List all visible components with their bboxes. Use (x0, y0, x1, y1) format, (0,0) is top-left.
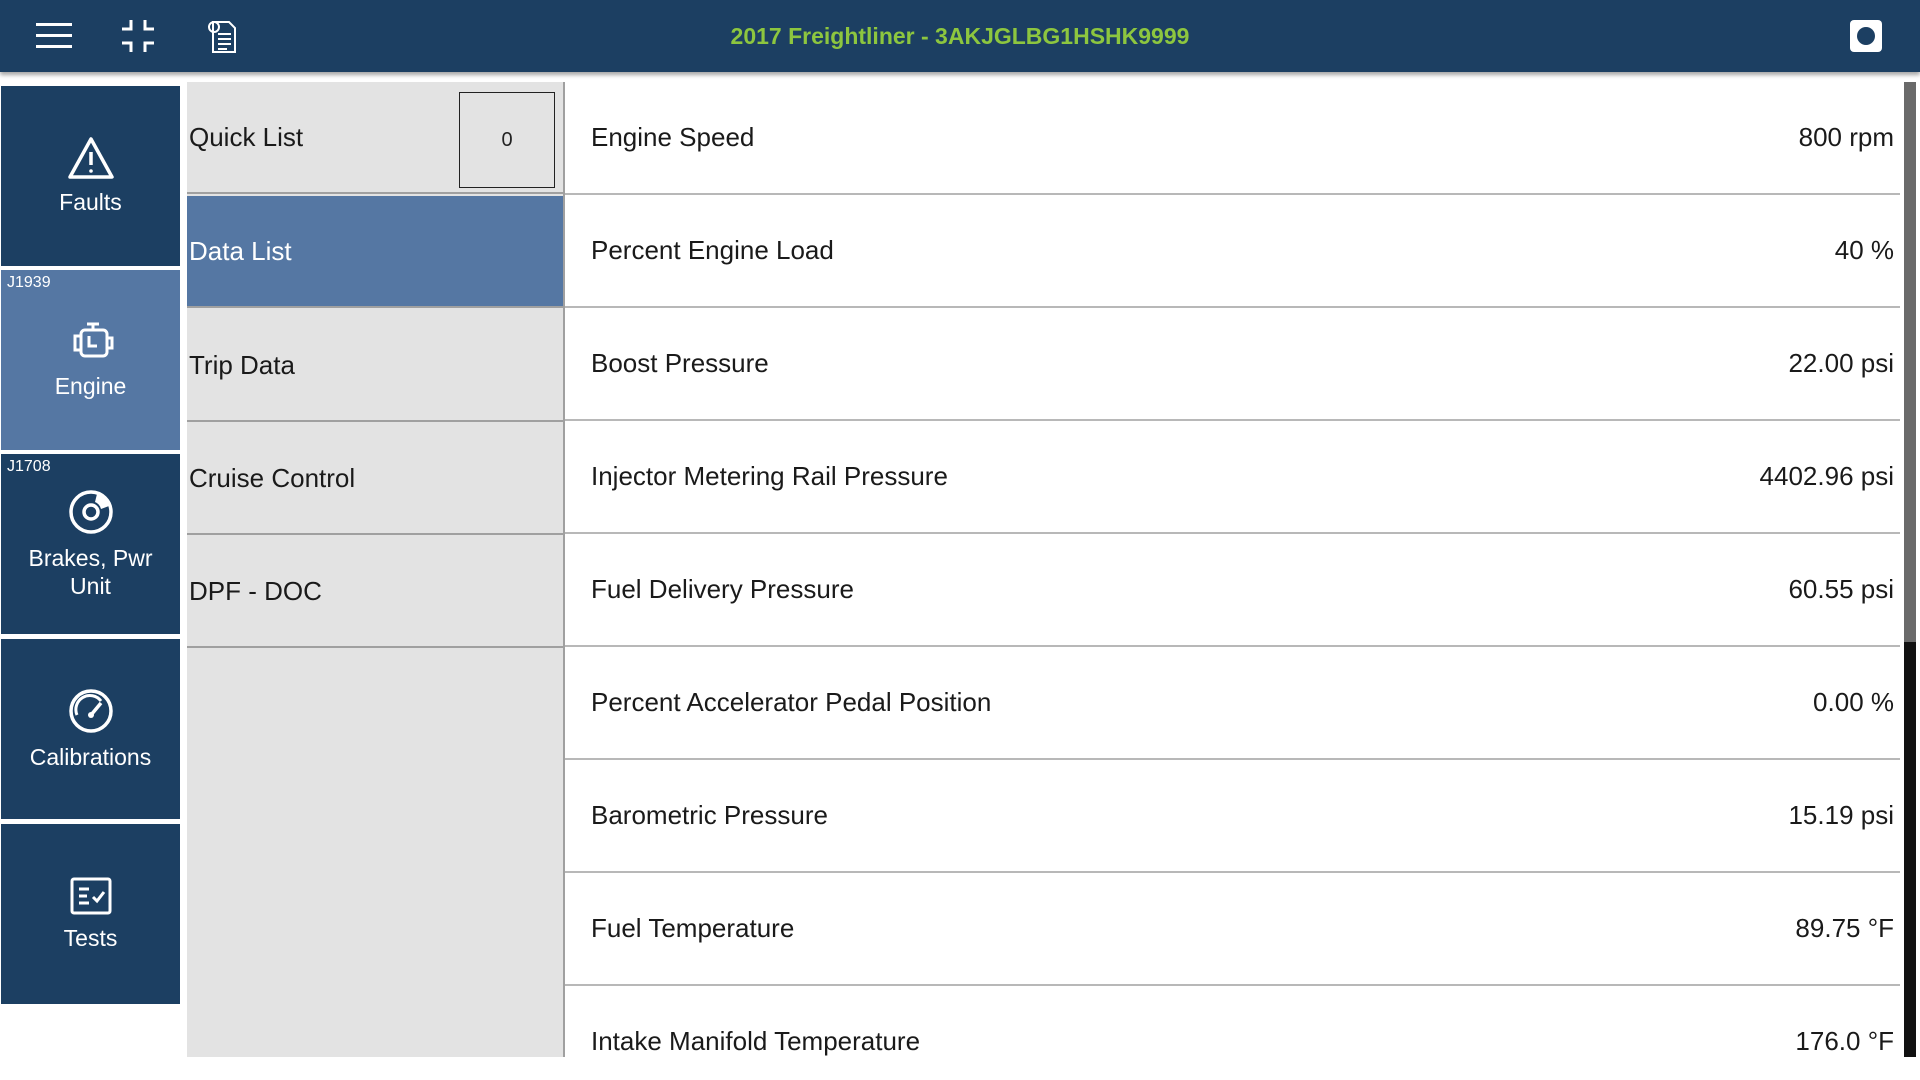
parameter-value: 89.75 °F (1795, 913, 1894, 943)
collapse-button[interactable] (116, 14, 160, 58)
protocol-badge: J1939 (7, 274, 51, 291)
scrollbar-lower-track[interactable] (1904, 642, 1916, 1057)
record-button[interactable] (1844, 14, 1888, 58)
menu-icon (36, 23, 72, 49)
warning-icon (67, 136, 115, 180)
engine-submenu (187, 82, 563, 1057)
parameter-name: Intake Manifold Temperature (591, 1026, 921, 1056)
report-button[interactable] (200, 14, 244, 58)
submenu-trip-data[interactable] (187, 310, 563, 422)
parameter-value: 176.0 °F (1795, 1026, 1894, 1056)
nav-tests-label: Tests (63, 925, 118, 951)
submenu-label: Cruise Control (189, 462, 356, 493)
menu-button[interactable] (32, 14, 76, 58)
parameter-value: 40 % (1834, 235, 1894, 265)
quick-list-count: 0 (459, 92, 555, 188)
submenu-quick-list[interactable] (187, 82, 563, 194)
nav-faults-label: Faults (59, 189, 122, 215)
data-row[interactable] (565, 760, 1900, 873)
nav-engine-label: Engine (54, 373, 127, 399)
nav-calibrations[interactable] (1, 639, 180, 819)
data-row[interactable] (565, 986, 1900, 1057)
nav-tests[interactable] (1, 824, 180, 1004)
data-row[interactable] (565, 195, 1900, 308)
data-row[interactable] (565, 421, 1900, 534)
brake-icon (67, 488, 115, 536)
parameter-name: Fuel Temperature (591, 913, 795, 943)
data-row[interactable] (565, 82, 1900, 195)
submenu-label: Trip Data (189, 349, 295, 380)
parameter-value: 15.19 psi (1788, 800, 1894, 830)
collapse-icon (121, 19, 155, 53)
parameter-value: 800 rpm (1798, 122, 1894, 152)
nav-engine[interactable] (1, 270, 180, 450)
top-bar (0, 0, 1920, 72)
parameter-name: Fuel Delivery Pressure (591, 574, 854, 604)
submenu-dpf-doc[interactable] (187, 536, 563, 648)
parameter-name: Injector Metering Rail Pressure (591, 461, 948, 491)
parameter-name: Boost Pressure (591, 348, 769, 378)
nav-brakes-pwr-unit[interactable] (1, 454, 180, 634)
parameter-value: 4402.96 psi (1759, 461, 1894, 491)
submenu-label: Quick List (189, 121, 304, 152)
submenu-cruise-control[interactable] (187, 423, 563, 535)
data-row[interactable] (565, 873, 1900, 986)
vehicle-title: 2017 Freightliner - 3AKJGLBG1HSHK9999 (730, 23, 1190, 49)
parameter-name: Percent Accelerator Pedal Position (591, 687, 992, 717)
checklist-icon (69, 876, 113, 916)
protocol-badge: J1708 (7, 458, 51, 475)
data-row[interactable] (565, 647, 1900, 760)
parameter-value: 0.00 % (1813, 687, 1894, 717)
parameter-name: Engine Speed (591, 122, 755, 152)
engine-icon (67, 320, 115, 364)
scrollbar-thumb[interactable] (1904, 82, 1916, 642)
parameter-name: Barometric Pressure (591, 800, 828, 830)
data-row[interactable] (565, 534, 1900, 647)
nav-brakes-label: Brakes, Pwr Unit (28, 545, 153, 599)
parameter-value: 22.00 psi (1788, 348, 1894, 378)
nav-calibrations-label: Calibrations (29, 744, 152, 770)
data-row[interactable] (565, 308, 1900, 421)
parameter-name: Percent Engine Load (591, 235, 834, 265)
gauge-icon (67, 687, 115, 735)
parameter-value: 60.55 psi (1788, 574, 1894, 604)
report-icon (207, 18, 237, 54)
submenu-data-list[interactable] (187, 196, 563, 308)
record-icon (1850, 20, 1882, 52)
data-list-panel (563, 82, 1900, 1057)
nav-faults[interactable] (1, 86, 180, 266)
submenu-label: Data List (189, 235, 292, 266)
submenu-label: DPF - DOC (189, 575, 322, 606)
